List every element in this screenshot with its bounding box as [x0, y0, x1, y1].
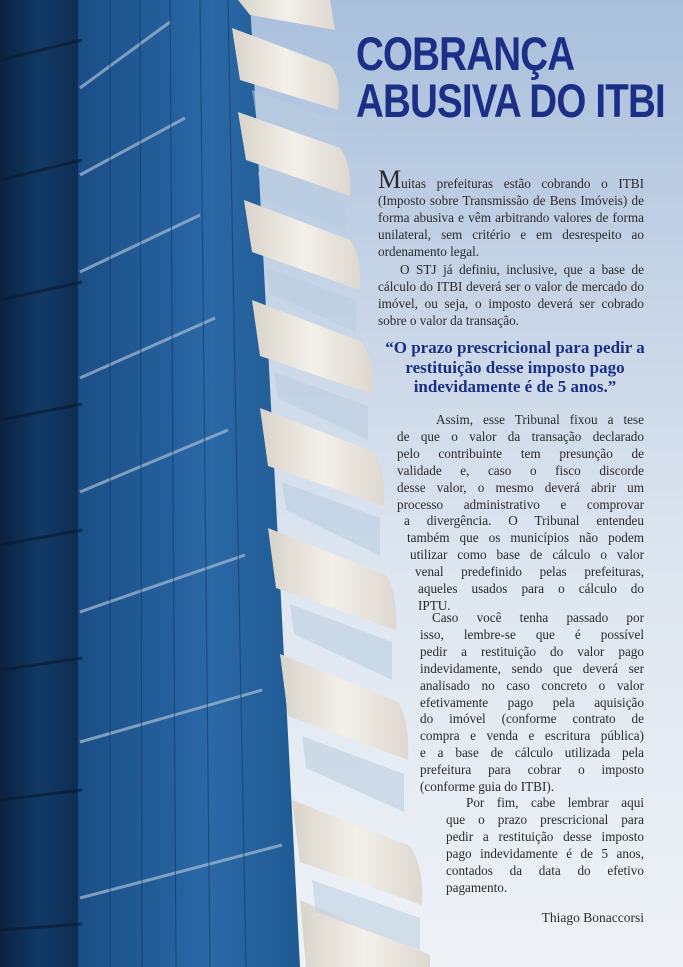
- article-title: [356, 27, 665, 127]
- text-line: venal predefinido pelas prefeituras,: [415, 564, 644, 580]
- intro-text: uitas prefeituras estão cobrando o ITBI (Imposto sobre Transmissão de Bens Imóveis) de forma abusiva e vêm arbitrando valores de forma unilateral, sem critério e em desrespeito ao ordenamento legal.: [378, 176, 644, 259]
- text-line: analisado no caso concreto o valor: [420, 677, 644, 693]
- text-line: desse valor, o mesmo deverá abrir um: [397, 479, 644, 495]
- text-line: utilizar como base de cálculo o valor: [410, 547, 644, 563]
- text-line: aqueles usados para o cálculo do: [418, 581, 644, 597]
- conclusion-paragraph: [0, 795, 683, 896]
- text-line: isso, lembre-se que é possível: [420, 626, 644, 642]
- text-line: pelo contribuinte tem presunção de: [397, 445, 644, 461]
- stj-paragraph: O STJ já definiu, inclusive, que a base de cálculo do ITBI deverá ser o valor de mercado do imóvel, ou seja, o imposto deverá ser cobrado sobre o valor da transação.: [378, 262, 644, 328]
- title-line-2: ABUSIVA DO ITBI: [356, 74, 665, 127]
- text-line: indevidamente, sendo que deverá ser: [420, 660, 644, 676]
- text-line: pago indevidamente é de 5 anos,: [446, 845, 644, 861]
- text-line: que o prazo prescricional para: [446, 811, 644, 827]
- text-line: também que os municípios não podem: [407, 530, 644, 546]
- text-line: processo administrativo e comprovar: [397, 496, 644, 512]
- drop-cap: M: [378, 165, 402, 194]
- text-line: efetivamente pago pela aquisição: [420, 694, 644, 710]
- text-line: pagamento.: [446, 879, 508, 895]
- restitution-paragraph: [0, 610, 683, 796]
- text-line: Assim, esse Tribunal fixou a tese: [436, 412, 644, 427]
- author-name: Thiago Bonaccorsi: [541, 910, 644, 925]
- tribunal-paragraph: [0, 412, 683, 615]
- text-line: e a base de cálculo utilizada pela: [420, 745, 644, 761]
- pull-quote: “O prazo prescricional para pedir a restituição desse imposto pago indevidamente é de 5 anos.”: [385, 338, 645, 396]
- text-line: (conforme guia do ITBI).: [420, 779, 555, 795]
- text-line: a divergência. O Tribunal entendeu: [404, 513, 644, 529]
- title-line-1: COBRANÇA: [356, 27, 575, 80]
- text-line: Caso você tenha passado por: [432, 610, 644, 625]
- text-line: Por fim, cabe lembrar aqui: [466, 795, 644, 810]
- text-line: prefeitura para cobrar o imposto: [420, 762, 644, 778]
- text-line: de que o valor da transação declarado: [397, 428, 644, 444]
- intro-paragraph: [378, 165, 644, 261]
- text-line: IPTU.: [418, 597, 451, 613]
- text-line: validade e, caso o fisco discorde: [397, 462, 644, 478]
- text-line: compra e venda e escritura pública): [420, 728, 644, 744]
- text-line: pedir a restituição desse imposto: [446, 828, 644, 844]
- text-line: do imóvel (conforme contrato de: [420, 711, 644, 727]
- text-line: pedir a restituição do valor pago: [420, 643, 644, 659]
- text-line: contados da data do efetivo: [446, 862, 644, 878]
